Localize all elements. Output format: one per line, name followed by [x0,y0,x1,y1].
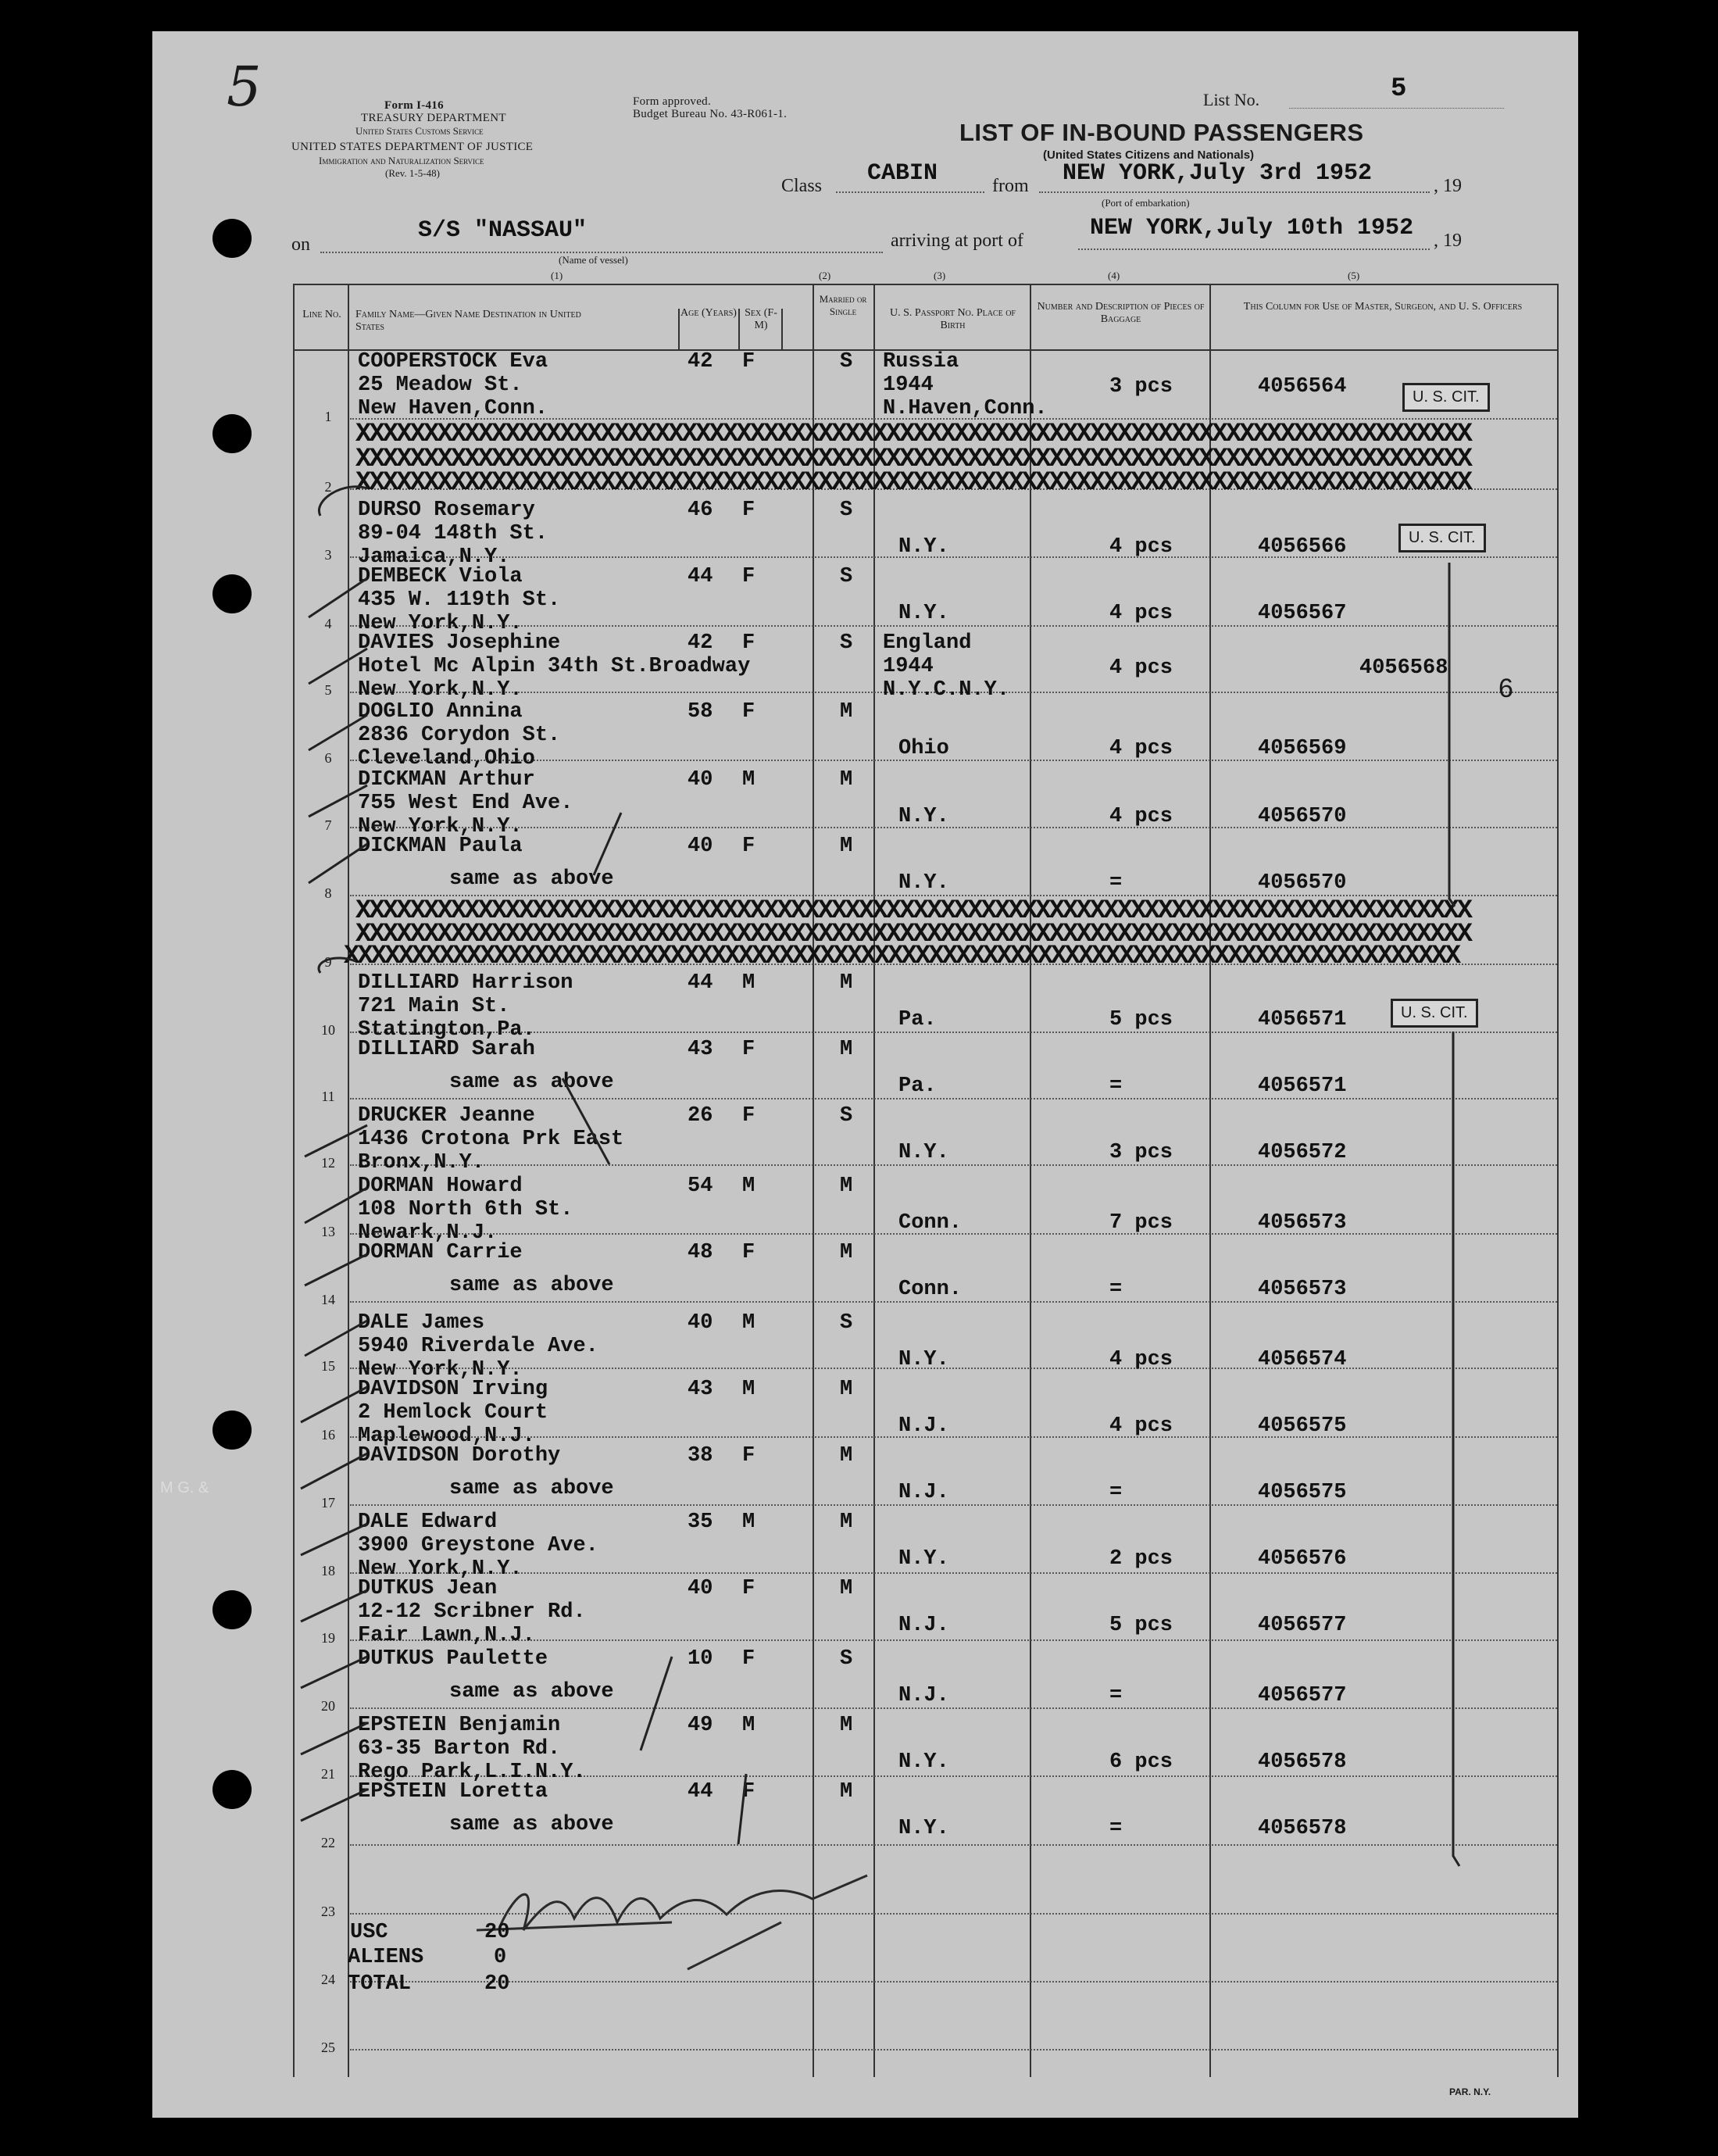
address-line-1: Hotel Mc Alpin 34th St.Broadway [358,655,751,678]
treasury-dept: TREASURY DEPARTMENT [361,112,506,124]
sex: F [742,1577,755,1600]
line-number: 10 [321,1022,335,1038]
passenger-name: DRUCKER Jeanne [358,1104,535,1128]
age: 10 [688,1647,713,1671]
usc-label: USC [350,1921,388,1944]
officer-code: 4056572 [1258,1141,1347,1164]
address-line-1: same as above [449,867,614,891]
address-line-1: 435 W. 119th St. [358,588,561,612]
sex: M [742,1714,755,1737]
struck-row: XXXXXXXXXXXXXXXXXXXXXXXXXXXXXXXXXXXXXXXXXXXXXXXXXXXXXXXXXXXXXXXXXXXXXXXXXXXXXXXXXX [355,422,1471,447]
address-line-2: New York,N.Y. [358,815,523,838]
address-line-1: 63-35 Barton Rd. [358,1737,561,1761]
age: 40 [688,768,713,792]
marital-status: M [840,1241,853,1264]
sex: M [742,1378,755,1401]
marital-status: M [840,768,853,792]
passport-line-3: N.Y.C.N.Y. [883,678,1010,702]
passport-line-2: N.J. [898,1614,949,1637]
passport-line-2: Pa. [898,1008,937,1032]
marital-status: S [840,350,853,374]
sex: F [742,835,755,858]
marital-status: M [840,700,853,724]
sex: F [742,1104,755,1128]
line-number: 9 [324,954,332,970]
age: 40 [688,1311,713,1335]
arriving-value: NEW YORK,July 10th 1952 [1090,215,1414,241]
address-line-1: 721 Main St. [358,995,510,1018]
address-line-2: Fair Lawn,N.J. [358,1624,535,1647]
line-number: 23 [321,1904,335,1919]
list-no-value: 5 [1391,74,1407,104]
margin-note: M G. & [160,1479,209,1496]
address-line-2: Statington,Pa. [358,1018,535,1042]
age: 46 [688,499,713,522]
marital-status: M [840,1378,853,1401]
line-number: 8 [324,885,332,901]
form-id: Form I-416 [384,99,444,112]
baggage: 3 pcs [1109,375,1173,399]
address-line-1: 108 North 6th St. [358,1198,573,1221]
age: 43 [688,1038,713,1061]
age: 48 [688,1241,713,1264]
passport-line-2: N.Y. [898,1547,949,1571]
officer-code: 4056570 [1258,871,1347,895]
col-header-married: Married or Single [819,293,867,317]
passenger-name: DAVIDSON Irving [358,1378,548,1401]
passenger-name: DICKMAN Arthur [358,768,535,792]
marital-status: S [840,1104,853,1128]
officer-code: 4056578 [1258,1817,1347,1840]
baggage: = [1109,1684,1123,1707]
passport-line-1: Russia [883,350,959,374]
line-number: 11 [321,1089,335,1104]
sex: F [742,1444,755,1468]
sex: F [742,1038,755,1061]
marital-status: S [840,499,853,522]
passenger-name: DILLIARD Sarah [358,1038,535,1061]
officer-code: 4056575 [1258,1481,1347,1504]
passenger-name: DEMBECK Viola [358,565,523,588]
marital-status: S [840,565,853,588]
officer-code: 4056577 [1258,1614,1347,1637]
line-number: 7 [324,817,332,833]
passport-line-2: 1944 [883,655,934,678]
age: 35 [688,1511,713,1534]
passenger-name: DILLIARD Harrison [358,971,573,995]
aliens-label: ALIENS [348,1946,424,1969]
address-line-2: New York,N.Y. [358,1358,523,1382]
passenger-name: DALE Edward [358,1511,498,1534]
address-line-2: Newark,N.J. [358,1221,498,1245]
baggage: 4 pcs [1109,656,1173,680]
col-header-name: Family Name—Given Name Destination in United States [355,309,581,333]
passport-line-3: N.Haven,Conn. [883,397,1048,420]
address-line-1: 2836 Corydon St. [358,724,561,747]
passport-line-2: N.Y. [898,1348,949,1371]
officer-code: 4056577 [1258,1684,1347,1707]
marital-status: S [840,1647,853,1671]
age: 42 [688,631,713,655]
address-line-2: New York,N.Y. [358,1557,523,1581]
struck-row: XXXXXXXXXXXXXXXXXXXXXXXXXXXXXXXXXXXXXXXXXXXXXXXXXXXXXXXXXXXXXXXXXXXXXXXXXXXXXXXXXX [355,470,1471,495]
revision: (Rev. 1-5-48) [385,167,440,179]
marital-status: M [840,971,853,995]
address-line-1: same as above [449,1071,614,1094]
address-line-1: 89-04 148th St. [358,522,548,545]
age: 44 [688,1780,713,1804]
ins-label: Immigration and Naturalization Service [319,155,484,166]
marital-status: M [840,835,853,858]
sex: F [742,1241,755,1264]
age: 26 [688,1104,713,1128]
total-count: 20 [484,1972,510,1996]
year-suffix: , 19 [1434,176,1462,196]
address-line-2: New York,N.Y. [358,678,523,702]
baggage: = [1109,871,1123,895]
passport-line-2: N.Y. [898,1141,949,1164]
vessel-label: (Name of vessel) [559,254,628,266]
passport-line-2: N.Y. [898,602,949,625]
passport-line-2: N.J. [898,1481,949,1504]
line-number: 6 [324,750,332,766]
passport-line-2: N.J. [898,1414,949,1438]
officer-code: 4056574 [1258,1348,1347,1371]
address-line-1: 25 Meadow St. [358,374,523,397]
sex: M [742,768,755,792]
sex: M [742,1511,755,1534]
line-number: 18 [321,1563,335,1579]
passenger-name: COOPERSTOCK Eva [358,350,548,374]
us-cit-stamp: U. S. CIT. [1402,383,1490,412]
line-number: 14 [321,1292,335,1307]
age: 40 [688,835,713,858]
sex: F [742,565,755,588]
age: 42 [688,350,713,374]
passport-line-2: N.Y. [898,871,949,895]
passenger-name: DUTKUS Paulette [358,1647,548,1671]
baggage: = [1109,1481,1123,1504]
us-cit-stamp: U. S. CIT. [1391,999,1478,1028]
address-line-2: New York,N.Y. [358,612,523,635]
justice-dept: UNITED STATES DEPARTMENT OF JUSTICE [291,141,534,153]
on-label: on [291,234,310,255]
marital-status: M [840,1175,853,1198]
baggage: = [1109,1278,1123,1301]
list-no-label: List No. [1203,90,1260,109]
age: 43 [688,1378,713,1401]
address-line-2: Rego Park,L.I.N.Y. [358,1761,586,1784]
marital-status: M [840,1577,853,1600]
line-number: 2 [324,479,332,495]
passport-line-2: 1944 [883,374,934,397]
margin-mark: 6 [1498,674,1513,703]
address-line-1: same as above [449,1813,614,1836]
age: 44 [688,971,713,995]
officer-code: 4056564 [1258,375,1347,399]
address-line-1: 3900 Greystone Ave. [358,1534,598,1557]
baggage: 2 pcs [1109,1547,1173,1571]
col-num-3: (3) [934,270,946,281]
sex: F [742,1647,755,1671]
baggage: 4 pcs [1109,535,1173,559]
vessel-name: S/S "NASSAU" [418,217,588,244]
officer-code: 4056573 [1258,1278,1347,1301]
address-line-2: Jamaica,N.Y. [358,545,510,569]
officer-code: 4056571 [1258,1074,1347,1098]
passenger-name: DOGLIO Annina [358,700,523,724]
address-line-1: 755 West End Ave. [358,792,573,815]
passenger-name: EPSTEIN Loretta [358,1780,548,1804]
sex: M [742,1311,755,1335]
age: 44 [688,565,713,588]
age: 58 [688,700,713,724]
col-num-4: (4) [1108,270,1120,281]
line-number: 21 [321,1766,335,1782]
line-number: 16 [321,1427,335,1443]
officer-code: 4056578 [1258,1750,1347,1774]
address-line-1: 1436 Crotona Prk East [358,1128,624,1151]
line-number: 20 [321,1698,335,1714]
address-line-1: 12-12 Scribner Rd. [358,1600,586,1624]
us-cit-stamp: U. S. CIT. [1398,524,1486,552]
baggage: 5 pcs [1109,1008,1173,1032]
line-number: 15 [321,1358,335,1374]
signature-mark [477,1875,867,1969]
port-embarkation-label: (Port of embarkation) [1102,197,1190,209]
passport-line-2: N.Y. [898,1817,949,1840]
budget-bureau: Budget Bureau No. 43-R061-1. [633,108,788,120]
sex: F [742,631,755,655]
officer-code: 4056570 [1258,805,1347,828]
age: 38 [688,1444,713,1468]
age: 40 [688,1577,713,1600]
from-label: from [992,176,1029,196]
line-number: 24 [321,1972,335,1987]
passenger-name: DURSO Rosemary [358,499,535,522]
baggage: 3 pcs [1109,1141,1173,1164]
class-label: Class [781,176,823,196]
passenger-name: DUTKUS Jean [358,1577,498,1600]
baggage: 4 pcs [1109,1414,1173,1438]
line-number: 22 [321,1835,335,1850]
passport-line-2: N.Y. [898,1750,949,1774]
col-header-line-no: Line No. [302,309,341,320]
col-header-baggage: Number and Description of Pieces of Baggage [1037,301,1205,325]
baggage: = [1109,1817,1123,1840]
baggage: 4 pcs [1109,602,1173,625]
struck-row: XXXXXXXXXXXXXXXXXXXXXXXXXXXXXXXXXXXXXXXXXXXXXXXXXXXXXXXXXXXXXXXXXXXXXXXXXXXXXXXXXX [344,944,1459,969]
line-number: 25 [321,2040,335,2055]
address-line-1: same as above [449,1477,614,1500]
passport-line-2: N.J. [898,1684,949,1707]
passport-line-2: N.Y. [898,805,949,828]
baggage: 6 pcs [1109,1750,1173,1774]
sex: F [742,700,755,724]
struck-row: XXXXXXXXXXXXXXXXXXXXXXXXXXXXXXXXXXXXXXXXXXXXXXXXXXXXXXXXXXXXXXXXXXXXXXXXXXXXXXXXXX [355,899,1471,924]
sex: M [742,971,755,995]
baggage: 4 pcs [1109,737,1173,760]
from-value: NEW YORK,July 3rd 1952 [1063,160,1373,187]
address-line-1: same as above [449,1274,614,1297]
officer-code: 4056573 [1258,1211,1347,1235]
form-approved: Form approved. [633,95,712,108]
officer-code: 4056566 [1258,535,1347,559]
passport-line-2: Pa. [898,1074,937,1098]
passport-line-2: N.Y. [898,535,949,559]
arriving-label: arriving at port of [891,231,1023,251]
marital-status: S [840,1311,853,1335]
address-line-2: Bronx,N.Y. [358,1151,485,1175]
class-value: CABIN [867,160,938,187]
col-header-age: Age (Years) [680,307,737,319]
marital-status: M [840,1714,853,1737]
passenger-name: DAVIES Josephine [358,631,561,655]
marital-status: M [840,1511,853,1534]
usc-count: 20 [484,1921,510,1944]
marital-status: S [840,631,853,655]
passport-line-2: Ohio [898,737,949,760]
officer-code: 4056576 [1258,1547,1347,1571]
struck-row: XXXXXXXXXXXXXXXXXXXXXXXXXXXXXXXXXXXXXXXXXXXXXXXXXXXXXXXXXXXXXXXXXXXXXXXXXXXXXXXXXX [355,922,1471,947]
line-number: 13 [321,1224,335,1239]
customs-service: United States Customs Service [355,125,484,137]
address-line-1: same as above [449,1680,614,1704]
handwritten-page-mark: 5 [227,55,262,119]
passenger-name: DICKMAN Paula [358,835,523,858]
baggage: 4 pcs [1109,805,1173,828]
baggage: 5 pcs [1109,1614,1173,1637]
line-number: 12 [321,1155,335,1171]
page-subtitle: (United States Citizens and Nationals) [1043,148,1255,162]
baggage: 7 pcs [1109,1211,1173,1235]
sex: F [742,499,755,522]
officer-code: 4056568 [1359,656,1448,680]
address-line-2: Maplewood,N.J. [358,1425,535,1448]
age: 49 [688,1714,713,1737]
officer-code: 4056567 [1258,602,1347,625]
officer-code: 4056571 [1258,1008,1347,1032]
passenger-name: DORMAN Carrie [358,1241,523,1264]
col-header-passport: U. S. Passport No. Place of Birth [890,307,1016,331]
line-number: 19 [321,1630,335,1646]
passenger-name: DAVIDSON Dorothy [358,1444,561,1468]
col-num-5: (5) [1348,270,1360,281]
address-line-1: 2 Hemlock Court [358,1401,548,1425]
col-header-sex: Sex (F-M) [745,307,777,331]
age: 54 [688,1175,713,1198]
officer-code: 4056575 [1258,1414,1347,1438]
baggage: = [1109,1074,1123,1098]
marital-status: M [840,1038,853,1061]
line-number: 5 [324,682,332,698]
marital-status: M [840,1780,853,1804]
passenger-name: DORMAN Howard [358,1175,523,1198]
col-num-1: (1) [551,270,563,281]
sex: F [742,1780,755,1804]
line-number: 1 [324,409,332,424]
address-line-2: Cleveland,Ohio [358,747,535,771]
total-label: TOTAL [348,1972,412,1996]
baggage: 4 pcs [1109,1348,1173,1371]
sex: M [742,1175,755,1198]
struck-row: XXXXXXXXXXXXXXXXXXXXXXXXXXXXXXXXXXXXXXXXXXXXXXXXXXXXXXXXXXXXXXXXXXXXXXXXXXXXXXXXXX [355,447,1471,472]
address-line-2: New Haven,Conn. [358,397,548,420]
sex: F [742,350,755,374]
line-number: 3 [324,547,332,563]
line-number: 4 [324,616,332,631]
passenger-name: DALE James [358,1311,485,1335]
page-title: LIST OF IN-BOUND PASSENGERS [959,119,1364,146]
passport-line-1: England [883,631,972,655]
address-line-1: 5940 Riverdale Ave. [358,1335,598,1358]
officer-code: 4056569 [1258,737,1347,760]
printer-mark: PAR. N.Y. [1449,2086,1491,2097]
col-header-officers: This Column for Use of Master, Surgeon, and U. S. Officers [1243,301,1523,313]
passenger-name: EPSTEIN Benjamin [358,1714,561,1737]
passport-line-2: Conn. [898,1278,963,1301]
line-number: 17 [321,1495,335,1511]
year-suffix-2: , 19 [1434,231,1462,251]
marital-status: M [840,1444,853,1468]
passport-line-2: Conn. [898,1211,963,1235]
aliens-count: 0 [494,1946,507,1969]
col-num-2: (2) [819,270,831,281]
